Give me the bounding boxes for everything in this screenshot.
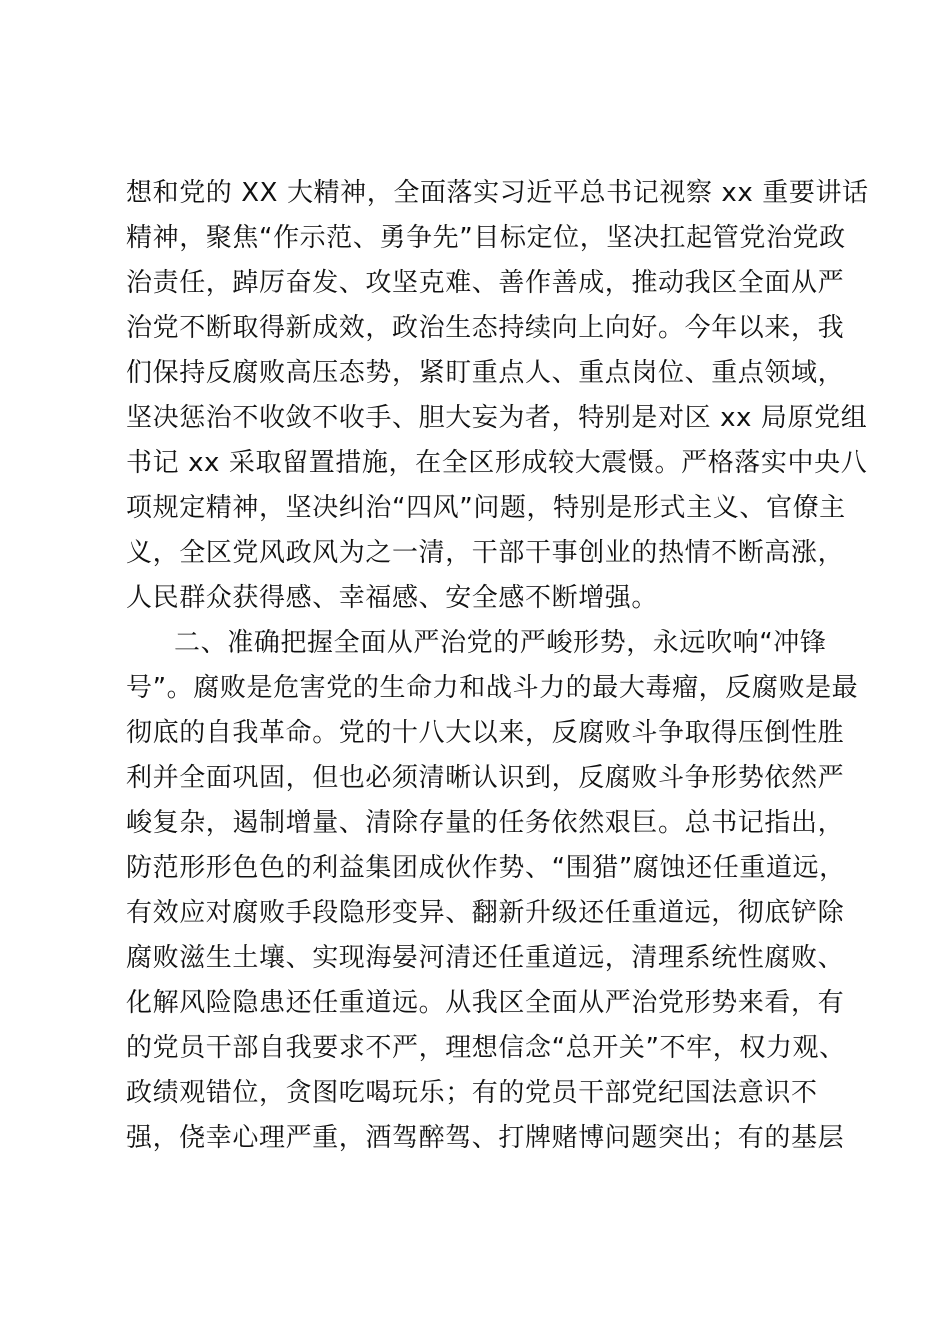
text-line: 有效应对腐败手段隐形变异、翻新升级还任重道远，彻底铲除 <box>126 898 845 928</box>
text-line: 防范形形色色的利益集团成伙作势、“围猎”腐蚀还任重道远， <box>126 853 846 883</box>
text-line: 想和党的 XX 大精神，全面落实习近平总书记视察 xx 重要讲话 <box>126 178 869 208</box>
text-line: 强，侥幸心理严重，酒驾醉驾、打牌赌博问题突出；有的基层 <box>126 1123 845 1153</box>
text-line: 腐败滋生土壤、实现海晏河清还任重道远，清理系统性腐败、 <box>126 943 845 973</box>
text-line: 政绩观错位，贪图吃喝玩乐；有的党员干部党纪国法意识不 <box>126 1078 818 1108</box>
text-line: 们保持反腐败高压态势，紧盯重点人、重点岗位、重点领域， <box>126 358 845 388</box>
text-line: 利并全面巩固，但也必须清晰认识到，反腐败斗争形势依然严 <box>126 763 845 793</box>
text-line: 的党员干部自我要求不严，理想信念“总开关”不牢，权力观、 <box>126 1033 846 1063</box>
text-line: 书记 xx 采取留置措施，在全区形成较大震慑。严格落实中央八 <box>126 448 868 478</box>
text-line: 峻复杂，遏制增量、清除存量的任务依然艰巨。总书记指出， <box>126 808 845 838</box>
text-line: 项规定精神，坚决纠治“四风”问题，特别是形式主义、官僚主 <box>126 493 846 523</box>
text-line: 治责任，踔厉奋发、攻坚克难、善作善成，推动我区全面从严 <box>126 268 845 298</box>
section-heading-line: 二、准确把握全面从严治党的严峻形势，永远吹响“冲锋 <box>174 628 827 658</box>
text-line: 精神，聚焦“作示范、勇争先”目标定位，坚决扛起管党治党政 <box>126 223 846 253</box>
text-line: 义，全区党风政风为之一清，干部干事创业的热情不断高涨， <box>126 538 845 568</box>
text-line: 彻底的自我革命。党的十八大以来，反腐败斗争取得压倒性胜 <box>126 718 845 748</box>
text-line: 坚决惩治不收敛不收手、胆大妄为者，特别是对区 xx 局原党组 <box>126 403 868 433</box>
text-line: 化解风险隐患还任重道远。从我区全面从严治党形势来看，有 <box>126 988 845 1018</box>
text-line: 人民群众获得感、幸福感、安全感不断增强。 <box>126 583 659 613</box>
text-line: 号”。腐败是危害党的生命力和战斗力的最大毒瘤，反腐败是最 <box>126 673 859 703</box>
text-line: 治党不断取得新成效，政治生态持续向上向好。今年以来，我 <box>126 313 845 343</box>
